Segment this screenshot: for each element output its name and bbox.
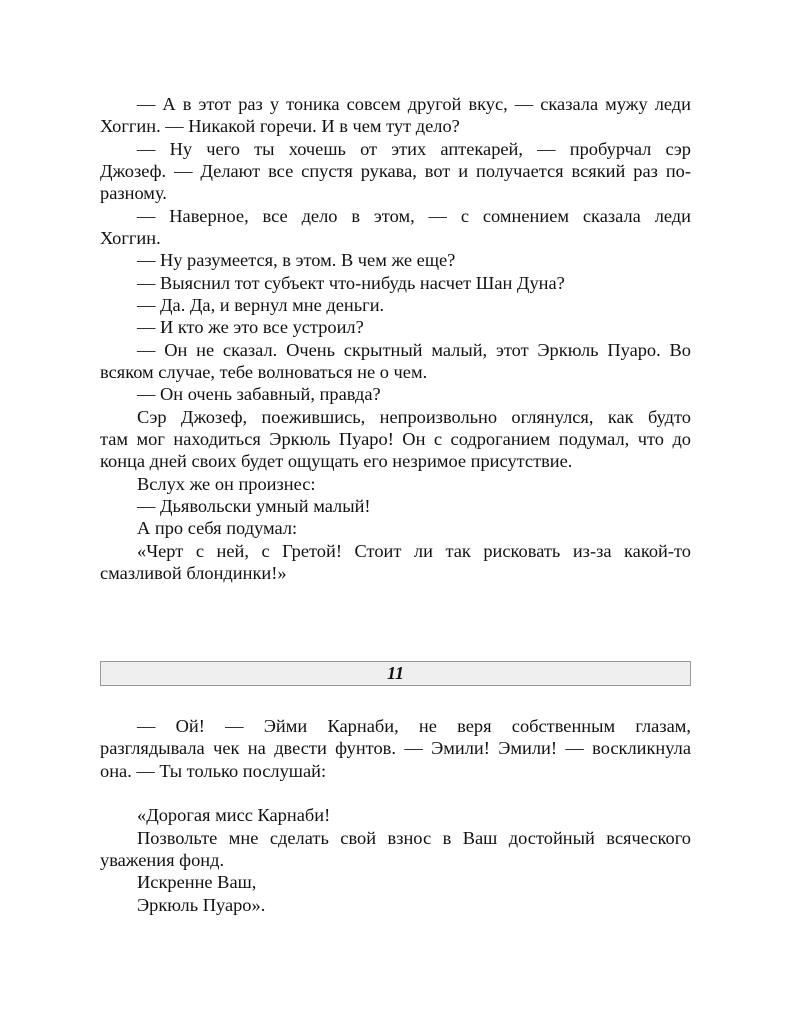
paragraph [100,473,691,495]
paragraph [100,871,691,893]
paragraph [100,205,691,250]
text-line: — Он очень забавный, правда? [137,384,381,405]
paragraph [100,827,691,872]
text-line: — Ой! — Эйми Карнаби, не веря собственным глазам, [137,716,691,736]
text-line: Искренне Ваш, [137,872,257,893]
text-line: «Черт с ней, с Гретой! Стоит ли так рисковать из-за какой-то [137,540,691,561]
text-line: А про себя подумал: [137,518,298,539]
text-line: уважения фонд. [100,849,225,870]
paragraph [100,138,691,205]
text-line: — Ну разумеется, в этом. В чем же еще? [137,250,456,271]
text-line: разному. [100,183,167,204]
text-line: Сэр Джозеф, поежившись, непроизвольно оглянулся, как будто [137,406,691,427]
text-line: конца дней своих будет ощущать его незримое присутствие. [100,451,573,472]
text-line: «Дорогая мисс Карнаби! [137,805,331,826]
paragraph [100,517,691,539]
paragraph [100,715,691,782]
text-line: — Выяснил тот субъект что-нибудь насчет Шан Дуна? [137,272,565,293]
paragraph [100,339,691,384]
paragraph [100,93,691,138]
text-line: она. — Ты только послушай: [100,760,327,781]
paragraph [100,804,691,826]
text-line: смазливой блондинки!» [100,562,287,583]
text-line: Вслух же он произнес: [137,473,316,494]
paragraph [100,383,691,405]
paragraph [100,294,691,316]
letter-quote [100,804,691,916]
paragraph [100,540,691,585]
paragraph [100,406,691,473]
blank-line [100,782,691,804]
text-line: — Наверное, все дело в этом, — с сомнением сказала леди [137,205,691,226]
text-line: Джозеф. — Делают все спустя рукава, вот и получается всякий раз по- [100,160,691,181]
text-section-1 [100,93,691,584]
text-line: разглядывала чек на двести фунтов. — Эмили! Эмили! — воскликнула [100,738,691,759]
paragraph [100,272,691,294]
text-line: — Дьявольски умный малый! [137,495,371,516]
chapter-heading: 11 [100,661,691,686]
paragraph [100,316,691,338]
text-line: Эркюль Пуаро». [137,894,266,915]
text-line: — Да. Да, и вернул мне деньги. [137,294,385,315]
paragraph [100,249,691,271]
text-line: всяком случае, тебе волноваться не о чем. [100,361,428,382]
text-line: — И кто же это все устроил? [137,317,364,338]
text-line: Хоггин. — Никакой горечи. И в чем тут дело? [100,116,460,137]
paragraph [100,894,691,916]
paragraph [100,495,691,517]
text-line: Позвольте мне сделать свой взнос в Ваш достойный всяческого [137,827,691,848]
text-line: — Он не сказал. Очень скрытный малый, этот Эркюль Пуаро. Во [137,339,691,360]
text-line: там мог находиться Эркюль Пуаро! Он с содроганием подумал, что до [100,428,691,449]
text-line: — Ну чего ты хочешь от этих аптекарей, — пробурчал сэр [137,138,691,159]
text-line: Хоггин. [100,227,161,248]
text-line: — А в этот раз у тоника совсем другой вкус, — сказала мужу леди [137,94,691,114]
text-section-2 [100,715,691,916]
